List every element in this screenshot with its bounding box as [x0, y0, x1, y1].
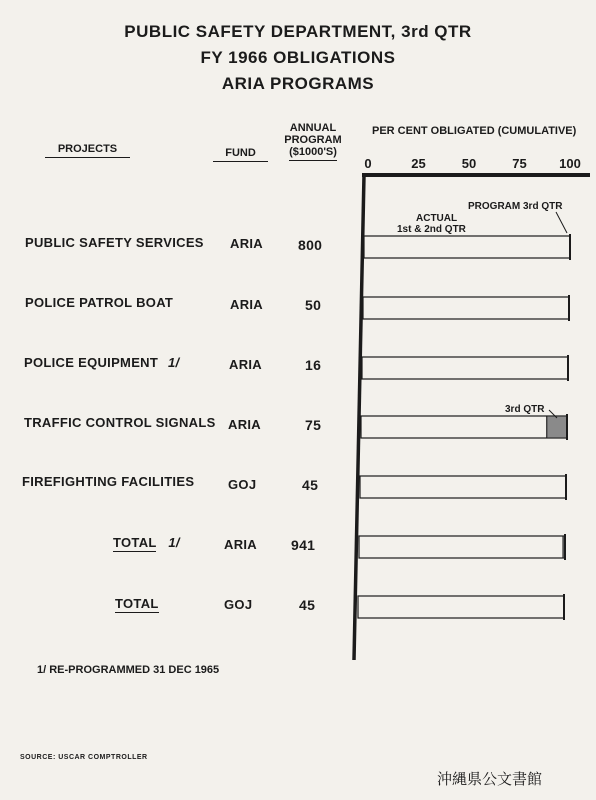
chart-title-line-3: ARIA PROGRAMS — [221, 74, 375, 93]
fund-cell: GOJ — [228, 477, 257, 492]
program-bar — [363, 297, 569, 319]
fund-header: FUND — [213, 147, 268, 162]
annotation-program: PROGRAM 3rd QTR — [468, 201, 563, 212]
program-bar — [360, 476, 566, 498]
x-tick-label: 0 — [364, 156, 372, 171]
fund-cell: ARIA — [230, 236, 263, 251]
actual-bar — [358, 596, 564, 618]
fund-cell: ARIA — [230, 297, 263, 312]
footnote-mark: 1/ — [168, 535, 180, 550]
x-tick-label: 100 — [559, 156, 581, 171]
third-qtr-bar — [547, 416, 567, 438]
chart-title-line-2: FY 1966 OBLIGATIONS — [200, 48, 396, 67]
row-label-public-safety: PUBLIC SAFETY SERVICES — [25, 235, 204, 250]
footnote: 1/ RE-PROGRAMMED 31 DEC 1965 — [37, 664, 220, 676]
fund-cell: ARIA — [229, 357, 262, 372]
program-header-line-1: ANNUAL — [289, 122, 337, 134]
actual-bar — [364, 236, 570, 258]
x-tick-label: 25 — [411, 156, 426, 171]
program-cell: 45 — [302, 477, 319, 493]
fund-cell: ARIA — [228, 417, 261, 432]
program-header-line-3: ($1000'S) — [289, 146, 337, 161]
program-cell: 75 — [305, 417, 322, 433]
annotation-actual-quarters: 1st & 2nd QTR — [397, 224, 466, 235]
fund-cell: ARIA — [224, 537, 257, 552]
annotation-third-qtr: 3rd QTR — [505, 404, 545, 415]
row-label-police-equipment-text: POLICE EQUIPMENT — [24, 355, 159, 370]
actual-bar — [359, 536, 563, 558]
x-tick-label: 50 — [461, 156, 477, 171]
program-bar — [358, 596, 564, 618]
projects-header: PROJECTS — [45, 143, 130, 158]
row-label-total-aria-text: TOTAL — [113, 535, 157, 550]
actual-bar — [363, 297, 569, 319]
program-cell: 45 — [299, 597, 316, 613]
y-axis-line — [354, 175, 364, 660]
program-bar — [361, 416, 567, 438]
program-cell: 16 — [305, 357, 322, 373]
row-label-traffic-signals: TRAFFIC CONTROL SIGNALS — [24, 415, 216, 430]
program-cell: 50 — [305, 297, 322, 313]
row-label-patrol-boat: POLICE PATROL BOAT — [25, 295, 174, 310]
x-tick-label: 75 — [512, 156, 527, 171]
source-note: SOURCE: USCAR COMPTROLLER — [20, 754, 148, 761]
fund-cell: GOJ — [224, 597, 253, 612]
program-bar — [362, 357, 568, 379]
actual-bar — [361, 416, 547, 438]
chart-title-line-1: PUBLIC SAFETY DEPARTMENT, 3rd QTR — [124, 22, 472, 41]
annotation-actual: ACTUAL — [416, 213, 458, 224]
program-bar — [364, 236, 570, 258]
actual-bar — [360, 476, 566, 498]
archive-stamp: 沖縄県公文書館 — [437, 770, 543, 788]
footnote-mark: 1/ — [168, 355, 180, 370]
program-header-line-2: PROGRAM — [284, 134, 342, 146]
row-label-firefighting: FIREFIGHTING FACILITIES — [22, 474, 195, 489]
program-bar — [359, 536, 565, 558]
program-cell: 941 — [291, 537, 316, 553]
actual-bar — [362, 357, 568, 379]
x-axis-label: PER CENT OBLIGATED (CUMULATIVE) — [372, 125, 577, 137]
row-label-total-goj-text: TOTAL — [115, 596, 159, 611]
annotation-program-leader — [556, 212, 567, 233]
program-cell: 800 — [298, 237, 323, 253]
